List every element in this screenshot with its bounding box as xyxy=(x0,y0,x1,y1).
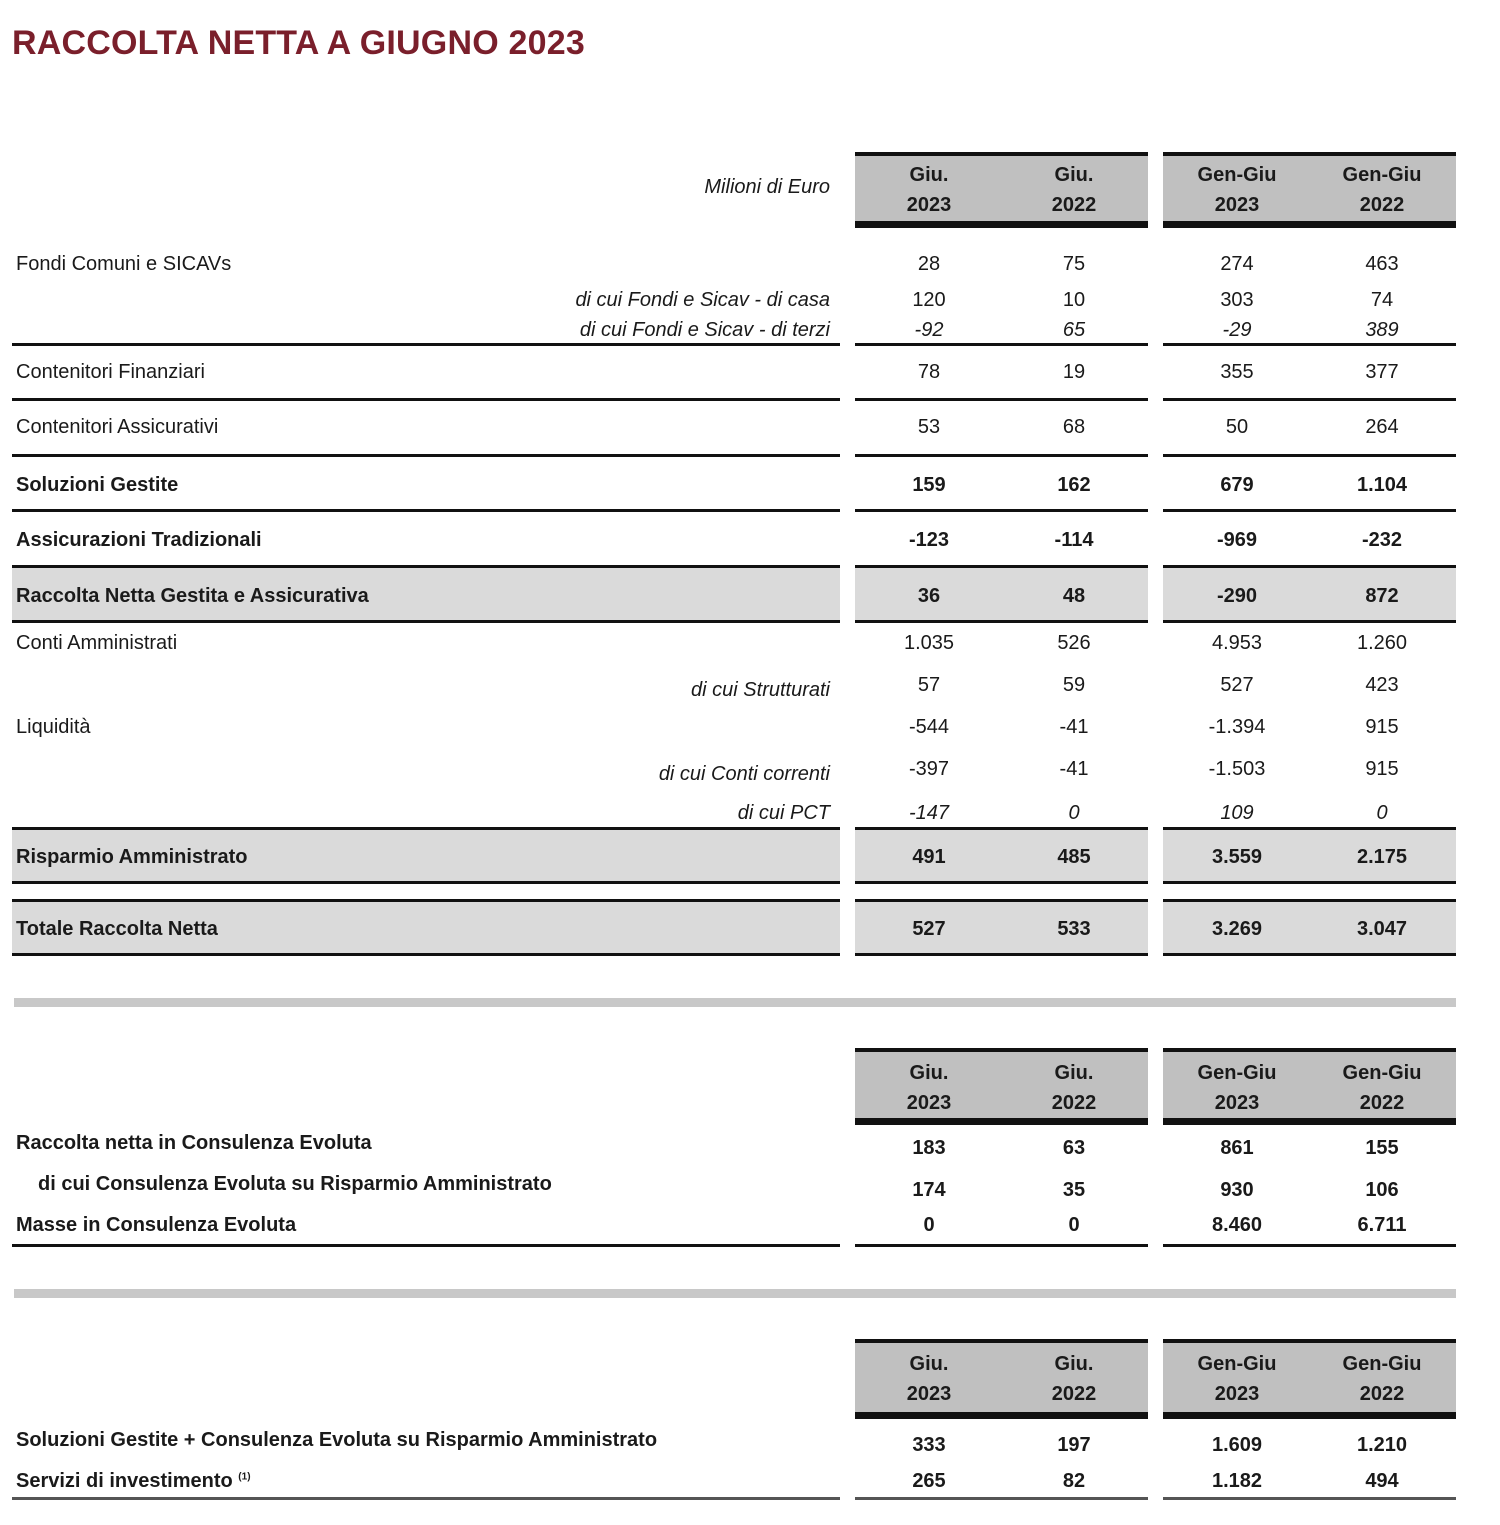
cell: 10 xyxy=(1062,289,1086,311)
cell: -397 xyxy=(908,758,950,780)
row-label: Soluzioni Gestite + Consulenza Evoluta su Risparmio Amministrato xyxy=(16,1429,658,1451)
cell: 872 xyxy=(1365,585,1399,607)
divider xyxy=(12,1497,840,1500)
divider xyxy=(12,343,840,346)
cell: 6.711 xyxy=(1357,1214,1407,1236)
cell: 109 xyxy=(1220,802,1254,824)
row-label: Raccolta netta in Consulenza Evoluta xyxy=(16,1132,372,1154)
cell: 1.035 xyxy=(903,632,955,654)
cell: 274 xyxy=(1220,253,1254,275)
cell: 68 xyxy=(1062,416,1086,438)
section-separator xyxy=(14,1289,1456,1298)
divider xyxy=(1163,881,1456,884)
col-header: Giu. 2022 xyxy=(1051,164,1097,216)
col-header: Gen-Giu 2023 xyxy=(1197,1062,1277,1114)
cell: 120 xyxy=(912,289,946,311)
divider xyxy=(855,827,1148,830)
cell: 264 xyxy=(1365,416,1399,438)
cell: -41 xyxy=(1059,758,1089,780)
col-header: Giu. 2023 xyxy=(906,164,952,216)
cell: 197 xyxy=(1057,1434,1091,1456)
cell: 0 xyxy=(1376,802,1388,824)
cell: 526 xyxy=(1057,632,1091,654)
cell: -29 xyxy=(1222,319,1252,341)
cell: 527 xyxy=(912,918,946,940)
cell: 75 xyxy=(1062,253,1086,275)
cell: 527 xyxy=(1220,674,1254,696)
cell: 485 xyxy=(1057,846,1091,868)
row-label: Conti Amministrati xyxy=(16,632,178,654)
divider xyxy=(1163,398,1456,401)
cell: -290 xyxy=(1216,585,1258,607)
divider xyxy=(12,509,840,512)
divider xyxy=(12,1244,840,1247)
divider xyxy=(1163,827,1456,830)
divider xyxy=(855,899,1148,902)
col-header: Giu. 2023 xyxy=(906,1353,952,1405)
cell: 1.260 xyxy=(1356,632,1408,654)
col-header: Gen-Giu 2023 xyxy=(1197,164,1277,216)
cell: 3.559 xyxy=(1211,846,1263,868)
col-header: Gen-Giu 2022 xyxy=(1342,164,1422,216)
row-label: Contenitori Finanziari xyxy=(16,361,205,383)
cell: 50 xyxy=(1225,416,1249,438)
divider xyxy=(1163,620,1456,623)
cell: -969 xyxy=(1216,529,1258,551)
cell: 0 xyxy=(1068,802,1080,824)
divider xyxy=(855,1244,1148,1247)
section-separator xyxy=(14,998,1456,1007)
cell: 915 xyxy=(1365,716,1399,738)
divider xyxy=(855,881,1148,884)
divider xyxy=(1163,565,1456,568)
col-header: Gen-Giu 2023 xyxy=(1197,1353,1277,1405)
cell: 28 xyxy=(917,253,941,275)
row-label: di cui Consulenza Evoluta su Risparmio Amministrato xyxy=(38,1173,552,1195)
cell: 36 xyxy=(917,585,941,607)
col-header: Gen-Giu 2022 xyxy=(1342,1062,1422,1114)
cell: 4.953 xyxy=(1211,632,1263,654)
cell: 915 xyxy=(1365,758,1399,780)
unit-label: Milioni di Euro xyxy=(704,176,830,198)
cell: 8.460 xyxy=(1211,1214,1263,1236)
cell: 389 xyxy=(1365,319,1399,341)
divider xyxy=(1163,899,1456,902)
cell: 355 xyxy=(1220,361,1254,383)
cell: 35 xyxy=(1062,1179,1086,1201)
row-label: di cui Conti correnti xyxy=(658,763,830,785)
cell: 0 xyxy=(923,1214,935,1236)
row-label: di cui Fondi e Sicav - di terzi xyxy=(579,319,830,341)
divider xyxy=(12,827,840,830)
divider xyxy=(1163,509,1456,512)
cell: -123 xyxy=(908,529,950,551)
divider xyxy=(1163,953,1456,956)
cell: 48 xyxy=(1062,585,1086,607)
col-header: Giu. 2022 xyxy=(1051,1353,1097,1405)
row-label: di cui Fondi e Sicav - di casa xyxy=(575,289,830,311)
cell: 155 xyxy=(1365,1137,1399,1159)
divider xyxy=(855,1497,1148,1500)
cell: 174 xyxy=(912,1179,946,1201)
cell: 679 xyxy=(1220,474,1254,496)
cell: 1.609 xyxy=(1211,1434,1263,1456)
page-title: RACCOLTA NETTA A GIUGNO 2023 xyxy=(12,24,585,62)
divider xyxy=(12,899,840,902)
cell: 377 xyxy=(1365,361,1399,383)
divider xyxy=(12,881,840,884)
divider xyxy=(855,565,1148,568)
divider xyxy=(855,620,1148,623)
cell: 159 xyxy=(912,474,946,496)
row-label: Soluzioni Gestite xyxy=(16,474,179,496)
divider xyxy=(855,454,1148,457)
cell: 162 xyxy=(1057,474,1091,496)
cell: 53 xyxy=(917,416,941,438)
cell: 57 xyxy=(917,674,941,696)
row-label: Fondi Comuni e SICAVs xyxy=(16,253,232,275)
row-label: Contenitori Assicurativi xyxy=(16,416,219,438)
cell: -232 xyxy=(1361,529,1403,551)
divider xyxy=(855,398,1148,401)
cell: 1.182 xyxy=(1211,1470,1263,1492)
col-header: Gen-Giu 2022 xyxy=(1342,1353,1422,1405)
cell: 494 xyxy=(1365,1470,1399,1492)
cell: -147 xyxy=(908,802,950,824)
cell: 65 xyxy=(1062,319,1086,341)
row-label: di cui Strutturati xyxy=(691,679,830,701)
cell: 303 xyxy=(1220,289,1254,311)
cell: 265 xyxy=(912,1470,946,1492)
divider xyxy=(1163,343,1456,346)
cell: 463 xyxy=(1365,253,1399,275)
cell: 19 xyxy=(1062,361,1086,383)
cell: 333 xyxy=(912,1434,946,1456)
divider xyxy=(1163,1244,1456,1247)
cell: 491 xyxy=(912,846,946,868)
cell: 3.047 xyxy=(1356,918,1408,940)
cell: 1.104 xyxy=(1356,474,1408,496)
cell: 2.175 xyxy=(1356,846,1408,868)
row-label: Totale Raccolta Netta xyxy=(16,918,218,940)
col-header: Giu. 2022 xyxy=(1051,1062,1097,1114)
cell: 3.269 xyxy=(1211,918,1263,940)
row-label: di cui PCT xyxy=(737,802,830,824)
cell: -114 xyxy=(1054,529,1094,551)
cell: 930 xyxy=(1220,1179,1254,1201)
cell: 533 xyxy=(1057,918,1091,940)
row-label: Risparmio Amministrato xyxy=(16,846,248,868)
divider xyxy=(855,509,1148,512)
row-label: Assicurazioni Tradizionali xyxy=(16,529,262,551)
cell: 106 xyxy=(1365,1179,1399,1201)
divider xyxy=(12,620,840,623)
row-label: Masse in Consulenza Evoluta xyxy=(16,1214,297,1236)
cell: 59 xyxy=(1062,674,1086,696)
cell: -92 xyxy=(914,319,944,341)
cell: 78 xyxy=(917,361,941,383)
divider xyxy=(12,398,840,401)
divider xyxy=(12,454,840,457)
cell: 183 xyxy=(912,1137,946,1159)
divider xyxy=(12,953,840,956)
cell: 1.210 xyxy=(1356,1434,1408,1456)
divider xyxy=(855,953,1148,956)
cell: 0 xyxy=(1068,1214,1080,1236)
row-label: Raccolta Netta Gestita e Assicurativa xyxy=(16,585,369,607)
cell: -1.394 xyxy=(1208,716,1266,738)
cell: -1.503 xyxy=(1208,758,1266,780)
divider xyxy=(855,343,1148,346)
divider xyxy=(12,565,840,568)
divider xyxy=(1163,454,1456,457)
cell: 74 xyxy=(1370,289,1394,311)
row-label: Servizi di investimento $^{(1)}$ xyxy=(16,1470,251,1492)
cell: 423 xyxy=(1365,674,1399,696)
cell: -544 xyxy=(908,716,950,738)
cell: 861 xyxy=(1220,1137,1254,1159)
divider xyxy=(1163,1497,1456,1500)
cell: 63 xyxy=(1062,1137,1086,1159)
footnote-marker: (1) xyxy=(238,1471,251,1483)
cell: -41 xyxy=(1059,716,1089,738)
row-label: Liquidità xyxy=(16,716,91,738)
cell: 82 xyxy=(1062,1470,1086,1492)
col-header: Giu. 2023 xyxy=(906,1062,952,1114)
